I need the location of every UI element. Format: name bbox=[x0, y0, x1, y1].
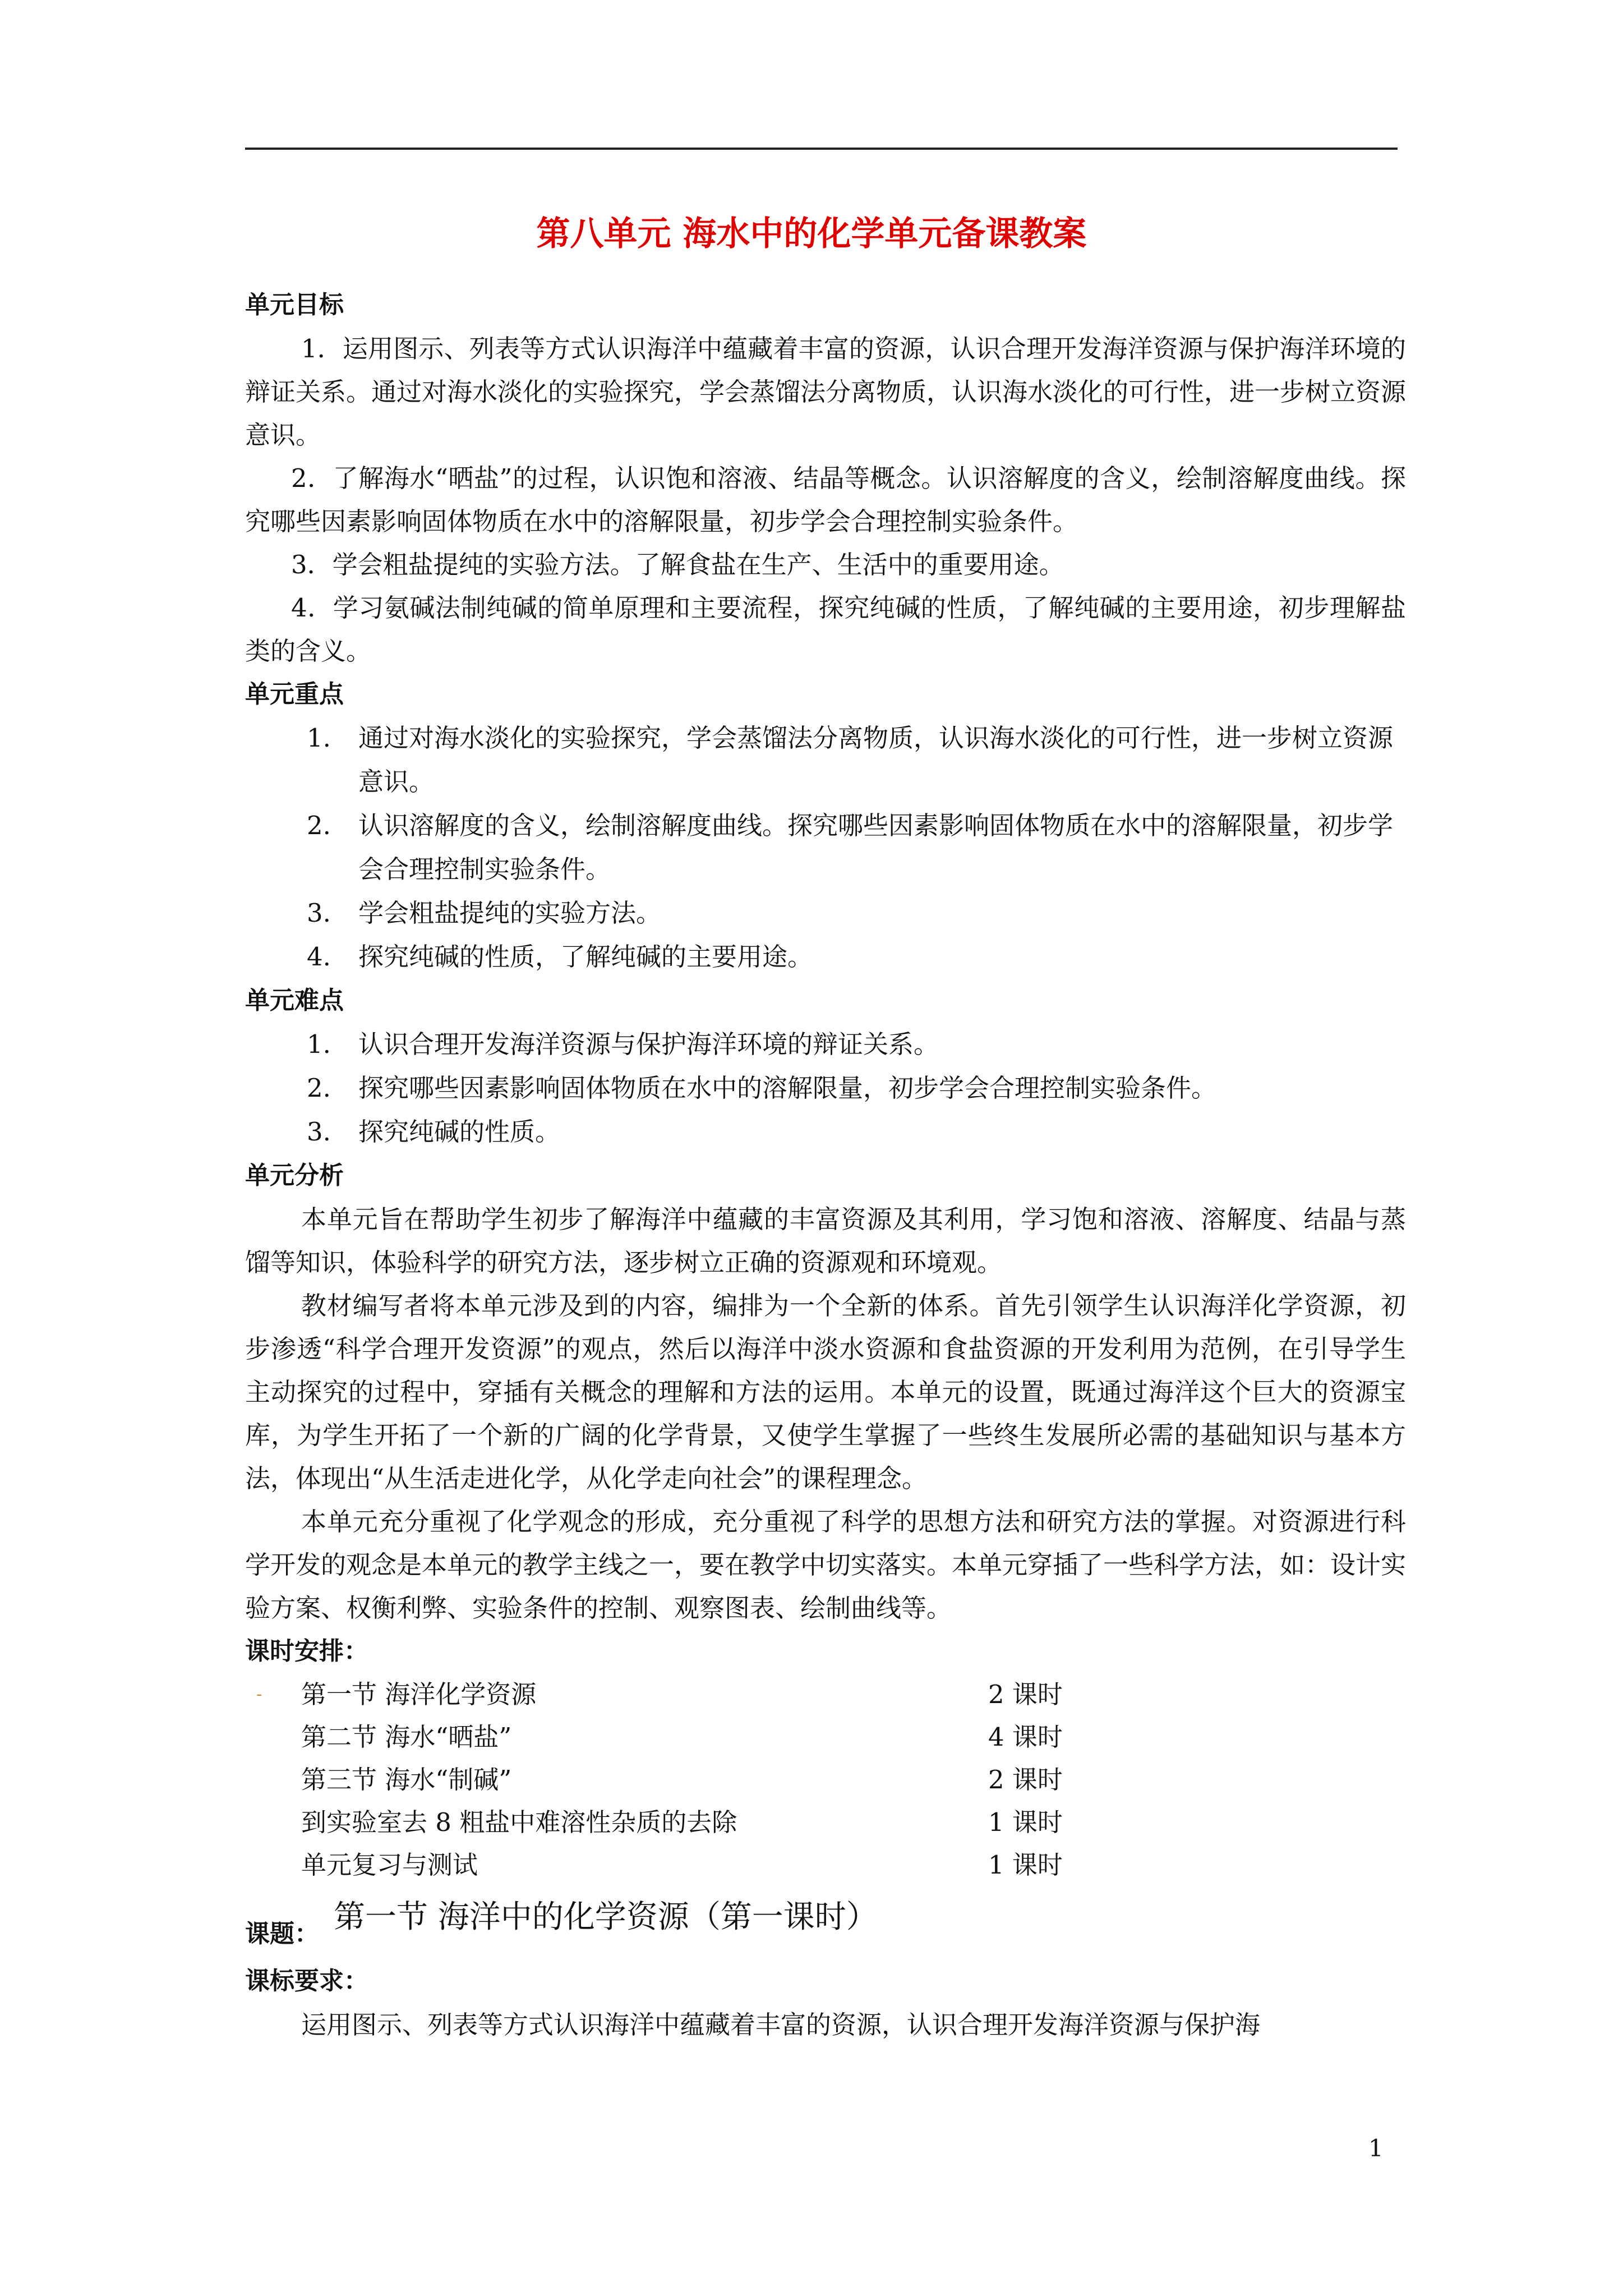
list-item bbox=[245, 1110, 1406, 1154]
goal-item-2: 2．了解海水“晒盐”的过程，认识饱和溶液、结晶等概念。认识溶解度的含义，绘制溶解度曲线。探究哪些因素影响固体物质在水中的溶解限量，初步学会合理控制实验条件。 bbox=[245, 463, 1406, 536]
schedule-hours: 4 课时 bbox=[988, 1722, 1063, 1752]
page-number: 1 bbox=[1368, 2134, 1384, 2162]
list-item bbox=[245, 1066, 1406, 1110]
goal-item-1: 1．运用图示、列表等方式认识海洋中蕴藏着丰富的资源，认识合理开发海洋资源与保护海洋环境的辩证关系。通过对海水淡化的实验探究，学会蒸馏法分离物质，认识海水淡化的可行性，进一步树立资源意识。 bbox=[245, 334, 1407, 450]
key-points-heading: 单元重点 bbox=[245, 680, 344, 708]
list-number: 1. bbox=[307, 1029, 331, 1059]
standards-heading: 课标要求： bbox=[245, 1967, 368, 1995]
schedule-hours: 2 课时 bbox=[988, 1765, 1063, 1795]
schedule-hours: 2 课时 bbox=[988, 1680, 1063, 1709]
key-points-list bbox=[245, 716, 1406, 979]
difficulties-heading: 单元难点 bbox=[245, 986, 344, 1015]
analysis-paragraph-1: 本单元旨在帮助学生初步了解海洋中蕴藏的丰富资源及其利用，学习饱和溶液、溶解度、结晶与蒸馏等知识，体验科学的研究方法，逐步树立正确的资源观和环境观。 bbox=[245, 1204, 1406, 1277]
schedule-name: 第三节 海水“制碱” bbox=[301, 1765, 512, 1795]
list-item bbox=[245, 716, 1406, 804]
schedule-heading: 课时安排： bbox=[245, 1637, 368, 1665]
list-item bbox=[245, 804, 1406, 891]
schedule-row bbox=[245, 1759, 1406, 1801]
list-number: 3. bbox=[307, 898, 331, 928]
schedule-name: 到实验室去 8 粗盐中难溶性杂质的去除 bbox=[301, 1807, 737, 1837]
list-item bbox=[245, 935, 1406, 979]
list-text: 探究纯碱的性质。 bbox=[358, 1117, 561, 1147]
schedule-row bbox=[245, 1844, 1406, 1887]
list-number: 3. bbox=[307, 1117, 331, 1147]
list-number: 4. bbox=[307, 942, 331, 972]
list-text: 通过对海水淡化的实验探究，学会蒸馏法分离物质，认识海水淡化的可行性，进一步树立资源意识。 bbox=[358, 723, 1394, 797]
schedule-name: 单元复习与测试 bbox=[301, 1850, 478, 1880]
document-body bbox=[245, 283, 1406, 2046]
schedule-row bbox=[245, 1673, 1406, 1716]
schedule-hours: 1 课时 bbox=[988, 1807, 1063, 1837]
bullet-mark-icon: - bbox=[256, 1685, 262, 1704]
list-number: 2. bbox=[307, 811, 331, 840]
analysis-heading: 单元分析 bbox=[245, 1161, 344, 1190]
schedule-hours: 1 课时 bbox=[988, 1850, 1063, 1880]
list-text: 探究纯碱的性质，了解纯碱的主要用途。 bbox=[358, 942, 813, 972]
goal-item-4: 4．学习氨碱法制纯碱的简单原理和主要流程，探究纯碱的性质，了解纯碱的主要用途，初步理解盐类的含义。 bbox=[245, 593, 1406, 666]
goal-item-3: 3．学会粗盐提纯的实验方法。了解食盐在生产、生活中的重要用途。 bbox=[291, 550, 1064, 579]
difficulties-list bbox=[245, 1023, 1406, 1154]
standards-text: 运用图示、列表等方式认识海洋中蕴藏着丰富的资源，认识合理开发海洋资源与保护海 bbox=[301, 2010, 1261, 2040]
schedule-list bbox=[245, 1673, 1406, 1887]
lesson-topic bbox=[245, 1892, 1406, 1959]
list-text: 认识合理开发海洋资源与保护海洋环境的辩证关系。 bbox=[358, 1029, 939, 1059]
list-number: 2. bbox=[307, 1073, 331, 1103]
list-item bbox=[245, 891, 1406, 935]
list-text: 探究哪些因素影响固体物质在水中的溶解限量，初步学会合理控制实验条件。 bbox=[358, 1073, 1217, 1103]
analysis-paragraph-3: 本单元充分重视了化学观念的形成，充分重视了科学的思想方法和研究方法的掌握。对资源进行科学开发的观念是本单元的教学主线之一，要在教学中切实落实。本单元穿插了一些科学方法，如：设计实验方案、权衡利弊、实验条件的控制、观察图表、绘制曲线等。 bbox=[245, 1507, 1407, 1623]
document-title: 第八单元 海水中的化学单元备课教案 bbox=[536, 214, 1087, 254]
lesson-label: 课题： bbox=[245, 1920, 319, 1948]
analysis-paragraph-2: 教材编写者将本单元涉及到的内容，编排为一个全新的体系。首先引领学生认识海洋化学资源，初步渗透“科学合理开发资源”的观点，然后以海洋中淡水资源和食盐资源的开发利用为范例，在引导学生主动探究的过程中，穿插有关概念的理解和方法的运用。本单元的设置，既通过海洋这个巨大的资源宝库，为学生开拓了一个新的广阔的化学背景，又使学生掌握了一些终生发展所必需的基础知识与基本方法，体现出“从生活走进化学，从化学走向社会”的课程理念。 bbox=[245, 1291, 1406, 1493]
schedule-row bbox=[245, 1716, 1406, 1759]
lesson-title: 第一节 海洋中的化学资源（第一课时） bbox=[334, 1899, 878, 1935]
list-item bbox=[245, 1023, 1406, 1066]
header-rule bbox=[245, 148, 1398, 150]
list-text: 学会粗盐提纯的实验方法。 bbox=[358, 898, 662, 928]
list-number: 1. bbox=[307, 723, 331, 753]
schedule-name: 第二节 海水“晒盐” bbox=[301, 1722, 512, 1752]
goals-heading: 单元目标 bbox=[245, 291, 344, 319]
list-text: 认识溶解度的含义，绘制溶解度曲线。探究哪些因素影响固体物质在水中的溶解限量，初步学会合理控制实验条件。 bbox=[358, 811, 1394, 884]
schedule-row bbox=[245, 1801, 1406, 1844]
schedule-name: 第一节 海洋化学资源 bbox=[301, 1680, 537, 1709]
